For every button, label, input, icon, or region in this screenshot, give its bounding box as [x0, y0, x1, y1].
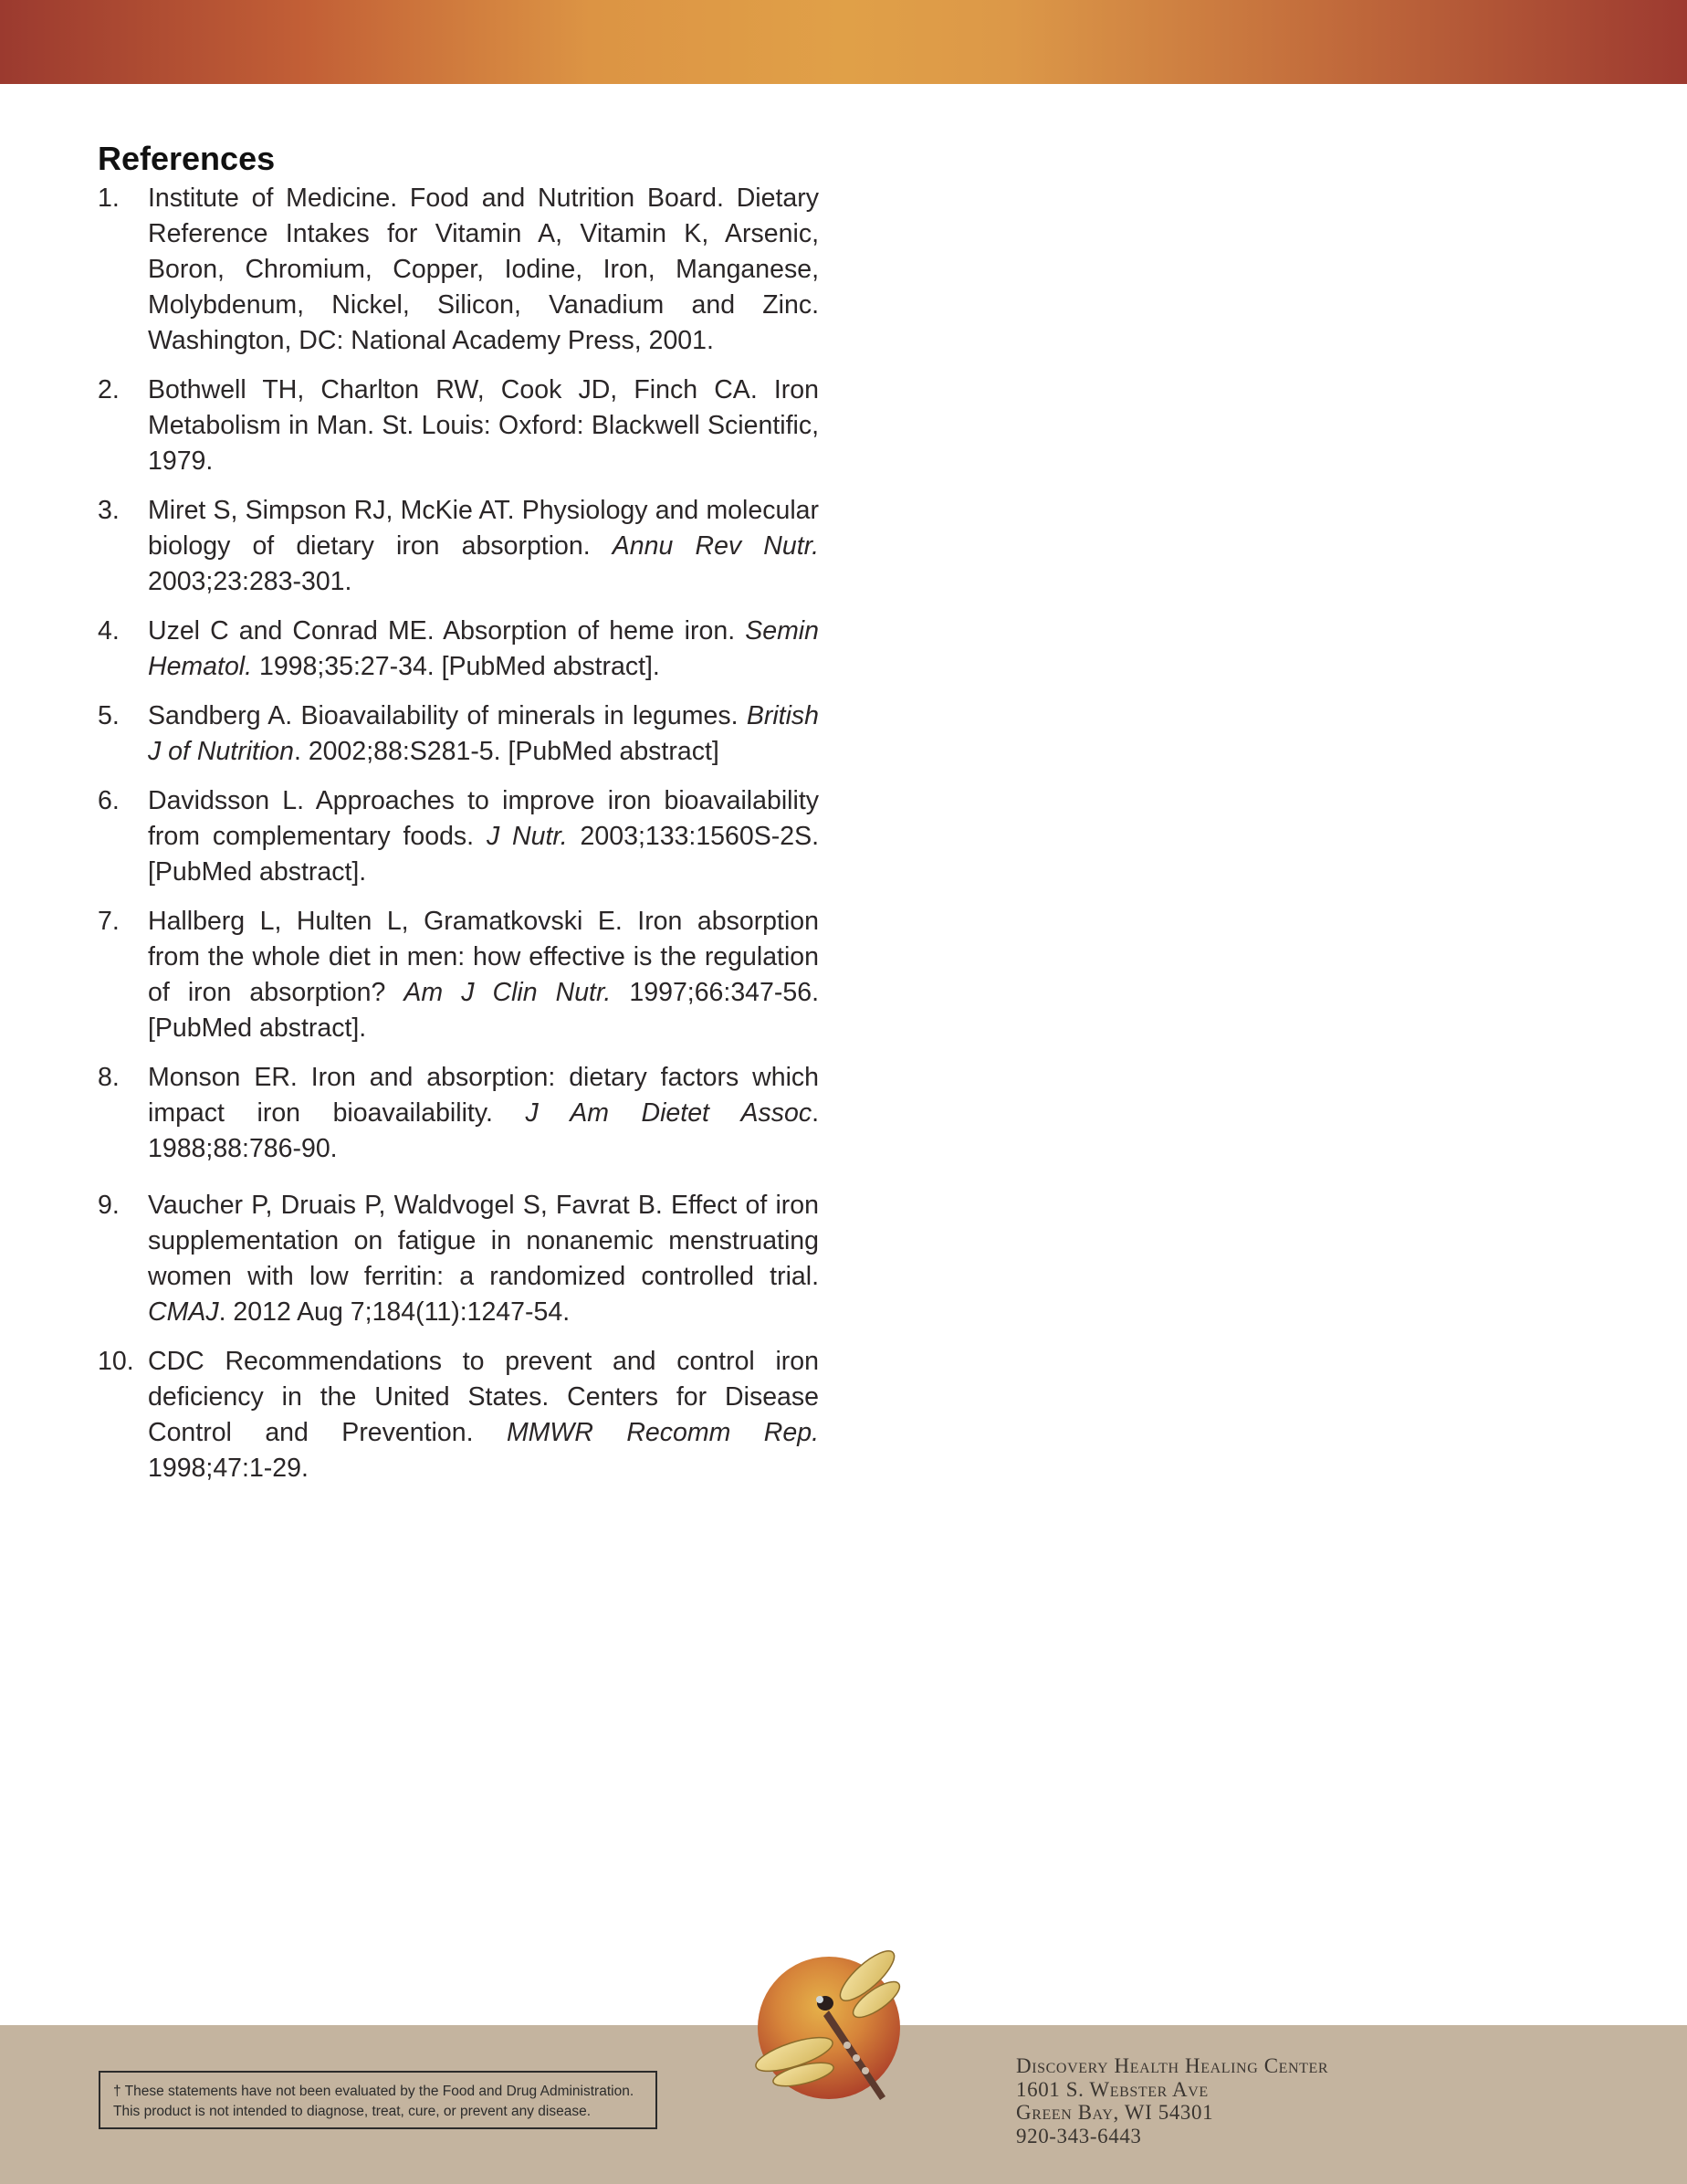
reference-journal: Am J Clin Nutr. — [403, 978, 612, 1007]
reference-item — [98, 1344, 819, 1486]
reference-number: 1. — [98, 184, 120, 213]
reference-number: 3. — [98, 496, 120, 525]
reference-journal: J Nutr. — [486, 822, 568, 851]
reference-text-segment: Sandberg A. Bioavailability of minerals in legumes. — [148, 701, 747, 730]
reference-number: 8. — [98, 1063, 120, 1092]
reference-number: 6. — [98, 786, 120, 815]
clinic-city: Green Bay, WI 54301 — [1016, 2101, 1214, 2124]
reference-text — [148, 786, 819, 887]
reference-text — [148, 184, 819, 355]
reference-text-segment: . 1988;88:786-90. — [148, 1098, 819, 1163]
reference-text-segment: Hallberg L, Hulten L, Gramatkovski E. Iron absorption from the whole diet in men: how effective is the regulation of iron absorption? — [148, 907, 819, 1007]
reference-item — [98, 698, 819, 770]
reference-journal: Semin Hematol. — [148, 616, 819, 681]
reference-text-segment: Monson ER. Iron and absorption: dietary factors which impact iron bioavailability. — [148, 1063, 819, 1128]
references-title: References — [98, 140, 276, 177]
reference-text — [148, 907, 819, 1043]
reference-journal: J Am Dietet Assoc — [525, 1098, 812, 1128]
clinic-street: 1601 S. Webster Ave — [1016, 2077, 1209, 2101]
header-band — [0, 0, 1687, 84]
fda-disclaimer-box — [99, 2071, 657, 2129]
reference-item — [98, 1188, 819, 1330]
reference-item — [98, 373, 819, 479]
reference-journal: CMAJ — [148, 1297, 219, 1327]
reference-text-segment: 1997;66:347-56. [PubMed abstract]. — [148, 978, 819, 1043]
reference-text-segment: 1998;47:1-29. — [148, 1454, 309, 1483]
reference-item — [98, 181, 819, 359]
reference-text-segment: Davidsson L. Approaches to improve iron bioavailability from complementary foods. — [148, 786, 819, 851]
reference-text-segment: Bothwell TH, Charlton RW, Cook JD, Finch CA. Iron Metabolism in Man. St. Louis: Oxford: Blackwell Scientific, 1979. — [148, 375, 819, 476]
reference-text-segment: . 2012 Aug 7;184(11):1247-54. — [218, 1297, 571, 1327]
reference-text — [148, 1347, 819, 1483]
reference-text-segment: Vaucher P, Druais P, Waldvogel S, Favrat B. Effect of iron supplementation on fatigue in nonanemic menstruating women with low ferritin: a randomized controlled trial. — [148, 1191, 819, 1291]
dragonfly-sun-logo-icon — [747, 1934, 929, 2116]
reference-number: 7. — [98, 907, 120, 936]
disclaimer-line-2: This product is not intended to diagnose, treat, cure, or prevent any disease. — [113, 2104, 592, 2119]
reference-text-segment: . 2002;88:S281-5. [PubMed abstract] — [293, 737, 719, 766]
reference-text-segment: CDC Recommendations to prevent and control iron deficiency in the United States. Centers for Disease Control and Prevention. — [148, 1347, 819, 1447]
reference-text-segment: 2003;23:283-301. — [148, 567, 352, 596]
reference-journal: MMWR Recomm Rep. — [506, 1418, 820, 1447]
reference-item — [98, 493, 819, 600]
reference-number: 5. — [98, 701, 120, 730]
reference-text — [148, 1191, 819, 1327]
clinic-phone: 920-343-6443 — [1016, 2124, 1142, 2147]
reference-number: 9. — [98, 1191, 120, 1220]
reference-number: 10. — [98, 1347, 134, 1376]
reference-text — [148, 375, 819, 476]
reference-item — [98, 904, 819, 1046]
disclaimer-line-1: † These statements have not been evaluated by the Food and Drug Administration. — [113, 2084, 634, 2099]
reference-item — [98, 1060, 819, 1167]
reference-text — [148, 1063, 819, 1163]
reference-text-segment: 1998;35:27-34. [PubMed abstract]. — [252, 652, 660, 681]
reference-text — [148, 701, 819, 766]
reference-item — [98, 614, 819, 685]
reference-text-segment: Miret S, Simpson RJ, McKie AT. Physiology and molecular biology of dietary iron absorption. — [148, 496, 819, 561]
reference-text-segment: Institute of Medicine. Food and Nutrition Board. Dietary Reference Intakes for Vitamin A, Vitamin K, Arsenic, Boron, Chromium, Copper, Iodine, Iron, Manganese, Molybdenum, Nickel, Silicon, Vanadium and Zinc. Washington, DC: National Academy Press, 2001. — [148, 184, 819, 355]
reference-number: 2. — [98, 375, 120, 404]
references-section — [98, 139, 819, 1500]
reference-number: 4. — [98, 616, 120, 646]
reference-journal: Annu Rev Nutr. — [612, 531, 819, 561]
reference-journal: British J of Nutrition — [148, 701, 819, 766]
references-list — [98, 181, 819, 1486]
clinic-address — [1016, 2054, 1328, 2147]
clinic-name: Discovery Health Healing Center — [1016, 2054, 1329, 2077]
reference-text — [148, 496, 819, 596]
reference-text-segment: Uzel C and Conrad ME. Absorption of heme iron. — [148, 616, 746, 646]
reference-text-segment: 2003;133:1560S-2S. [PubMed abstract]. — [148, 822, 820, 887]
reference-item — [98, 783, 819, 890]
reference-text — [148, 616, 819, 681]
